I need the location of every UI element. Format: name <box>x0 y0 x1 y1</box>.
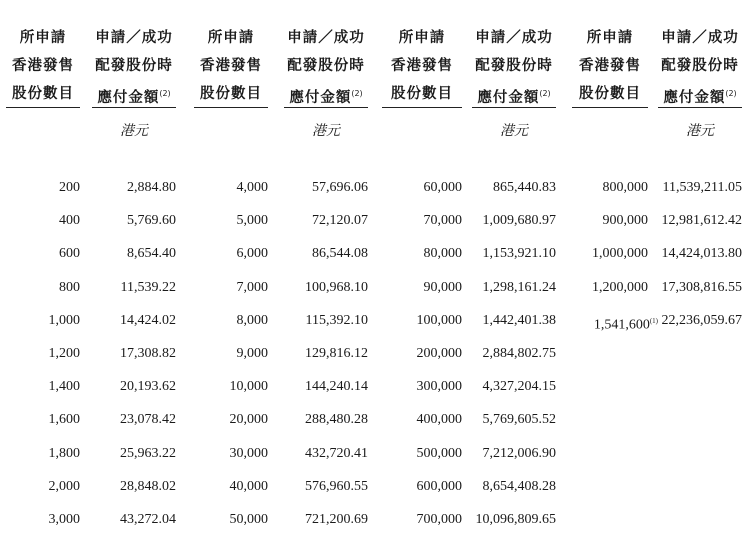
cell-value: 100,000 <box>416 312 462 328</box>
header-line: 股份數目 <box>12 86 74 102</box>
shares-cell <box>194 177 268 210</box>
cell-value: 30,000 <box>229 445 268 461</box>
cell-value: 7,000 <box>236 279 268 295</box>
cell-value: 576,960.55 <box>305 478 368 494</box>
cell-value: 9,000 <box>236 345 268 361</box>
footnote-marker: (2) <box>725 89 737 98</box>
amount-cell <box>472 243 556 276</box>
shares-cell <box>194 409 268 442</box>
header-line: 股份數目 <box>200 86 262 102</box>
shares-header <box>572 24 648 108</box>
cell-value: 14,424.02 <box>120 312 176 328</box>
amount-cell <box>92 476 176 509</box>
shares-cell <box>194 210 268 243</box>
shares-cell <box>6 310 80 343</box>
amount-cell <box>284 443 368 476</box>
shares-cell <box>6 343 80 376</box>
shares-column-2 <box>194 0 268 539</box>
cell-value: 100,968.10 <box>305 279 368 295</box>
cell-value: 115,392.10 <box>305 312 368 328</box>
cell-value: 400 <box>59 213 80 229</box>
header-rule <box>92 107 176 108</box>
cell-value: 1,200,000 <box>592 279 648 295</box>
amount-cell <box>284 509 368 542</box>
shares-cell <box>194 509 268 542</box>
cell-value: 1,000,000 <box>592 246 648 262</box>
cell-value: 2,000 <box>48 478 80 494</box>
header-line: 應付金額$^{(2)}$ <box>663 89 737 106</box>
shares-cell <box>572 243 648 276</box>
header-line: 應付金額$^{(2)}$ <box>97 89 171 106</box>
cell-value: 25,963.22 <box>120 445 176 461</box>
amount-values <box>658 177 742 343</box>
cell-value: 1,400 <box>48 379 80 395</box>
cell-value: 144,240.14 <box>305 379 368 395</box>
shares-cell <box>194 310 268 343</box>
cell-value: 1,800 <box>48 445 80 461</box>
cell-value: 2,884,802.75 <box>482 345 556 361</box>
cell-value: 800,000 <box>602 180 648 195</box>
amount-cell <box>284 409 368 442</box>
amount-cell <box>284 310 368 343</box>
shares-cell <box>382 443 462 476</box>
amount-values <box>472 177 556 542</box>
shares-values <box>572 177 658 343</box>
shares-cell <box>382 509 462 542</box>
cell-value: 57,696.06 <box>312 180 368 195</box>
header-line: 配發股份時 <box>475 58 553 74</box>
amount-column-1 <box>92 0 176 539</box>
amount-cell <box>472 476 556 509</box>
amount-values <box>284 177 368 542</box>
amount-cell <box>658 310 742 343</box>
shares-values <box>6 177 80 542</box>
shares-cell <box>382 310 462 343</box>
shares-cell <box>382 409 462 442</box>
shares-cell <box>194 443 268 476</box>
cell-value: 20,000 <box>229 412 268 428</box>
amount-header <box>472 24 556 112</box>
amount-cell <box>658 177 742 210</box>
cell-value: 5,769,605.52 <box>482 412 556 428</box>
header-line: 申請／成功 <box>475 30 553 46</box>
shares-column-4 <box>572 0 658 539</box>
cell-value: 43,272.04 <box>120 511 176 527</box>
header-line: 應付金額$^{(2)}$ <box>289 89 363 106</box>
currency-unit-label: 港元 <box>120 123 148 139</box>
currency-unit-label: 港元 <box>686 123 714 139</box>
shares-values <box>382 177 462 542</box>
cell-value: 1,442,401.38 <box>482 312 556 328</box>
shares-cell <box>194 277 268 310</box>
cell-value: 4,000 <box>236 180 268 195</box>
header-rule <box>382 107 462 108</box>
cell-value: 86,544.08 <box>312 246 368 262</box>
amount-cell <box>92 243 176 276</box>
shares-cell <box>572 177 648 210</box>
shares-cell <box>382 343 462 376</box>
cell-value: 28,848.02 <box>120 478 176 494</box>
cell-value: 800 <box>59 279 80 295</box>
shares-cell <box>194 343 268 376</box>
footnote-marker: (1) <box>649 316 658 325</box>
cell-value: 14,424,013.80 <box>661 246 742 262</box>
cell-value: 4,327,204.15 <box>482 379 556 395</box>
amount-cell <box>472 177 556 210</box>
footnote-marker: (2) <box>539 89 551 98</box>
amount-cell <box>658 210 742 243</box>
cell-value: 129,816.12 <box>305 345 368 361</box>
cell-value: 1,541,600 <box>593 317 650 333</box>
cell-value: 22,236,059.67 <box>661 312 742 328</box>
cell-value: 11,539,211.05 <box>662 180 742 195</box>
shares-cell <box>6 443 80 476</box>
cell-value: 2,884.80 <box>127 180 176 195</box>
amount-cell <box>472 409 556 442</box>
amount-column-3 <box>472 0 556 539</box>
cell-value: 90,000 <box>423 279 462 295</box>
amount-cell <box>284 210 368 243</box>
header-line: 股份數目 <box>391 86 453 102</box>
shares-cell <box>6 509 80 542</box>
header-line: 配發股份時 <box>287 58 365 74</box>
shares-cell <box>194 476 268 509</box>
cell-value: 1,200 <box>48 345 80 361</box>
cell-value: 900,000 <box>602 213 648 229</box>
cell-value: 1,009,680.97 <box>482 213 556 229</box>
cell-value: 10,000 <box>229 379 268 395</box>
header-line: 所申請 <box>398 30 446 46</box>
amount-cell <box>472 443 556 476</box>
cell-value: 12,981,612.42 <box>661 213 742 229</box>
cell-value: 17,308,816.55 <box>661 279 742 295</box>
amount-cell <box>284 376 368 409</box>
shares-cell <box>382 476 462 509</box>
amount-cell <box>92 376 176 409</box>
amount-cell <box>92 310 176 343</box>
shares-cell <box>382 376 462 409</box>
amount-cell <box>472 277 556 310</box>
currency-unit-label: 港元 <box>500 123 528 139</box>
shares-column-1 <box>6 0 80 539</box>
cell-value: 11,539.22 <box>120 279 176 295</box>
cell-value: 1,600 <box>48 412 80 428</box>
amount-cell <box>92 210 176 243</box>
shares-cell <box>382 177 462 210</box>
amount-cell <box>92 409 176 442</box>
cell-value: 5,000 <box>236 213 268 229</box>
cell-value: 50,000 <box>229 511 268 527</box>
cell-value: 60,000 <box>423 180 462 195</box>
shares-cell <box>6 476 80 509</box>
cell-value: 72,120.07 <box>312 213 368 229</box>
amount-cell <box>658 243 742 276</box>
cell-value: 70,000 <box>423 213 462 229</box>
footnote-marker: (2) <box>159 89 171 98</box>
header-line: 應付金額$^{(2)}$ <box>477 89 551 106</box>
shares-cell <box>572 210 648 243</box>
cell-value: 500,000 <box>416 445 462 461</box>
amount-cell <box>284 343 368 376</box>
header-line: 配發股份時 <box>661 58 739 74</box>
footnote-marker: (2) <box>351 89 363 98</box>
cell-value: 600 <box>59 246 80 262</box>
header-line: 申請／成功 <box>95 30 173 46</box>
cell-value: 7,212,006.90 <box>482 445 556 461</box>
header-line: 申請／成功 <box>287 30 365 46</box>
amount-cell <box>92 277 176 310</box>
amount-header <box>92 24 176 112</box>
header-line: 香港發售 <box>12 58 74 74</box>
cell-value: 1,153,921.10 <box>482 246 556 262</box>
cell-value: 865,440.83 <box>493 180 556 195</box>
cell-value: 6,000 <box>236 246 268 262</box>
shares-cell <box>382 210 462 243</box>
cell-value: 700,000 <box>416 511 462 527</box>
shares-header <box>382 24 462 108</box>
header-line: 香港發售 <box>391 58 453 74</box>
shares-cell <box>382 243 462 276</box>
amount-cell <box>472 210 556 243</box>
shares-cell <box>6 277 80 310</box>
cell-value: 5,769.60 <box>127 213 176 229</box>
amount-cell <box>472 509 556 542</box>
shares-cell <box>6 409 80 442</box>
currency-unit-label: 港元 <box>312 123 340 139</box>
cell-value: 400,000 <box>416 412 462 428</box>
cell-value: 432,720.41 <box>305 445 368 461</box>
amount-column-2 <box>284 0 368 539</box>
header-line: 股份數目 <box>579 86 641 102</box>
header-line: 所申請 <box>19 30 67 46</box>
shares-column-3 <box>382 0 462 539</box>
amount-cell <box>472 343 556 376</box>
amount-cell <box>92 343 176 376</box>
header-rule <box>658 107 742 108</box>
amount-cell <box>284 476 368 509</box>
amount-values <box>92 177 176 542</box>
amount-cell <box>92 443 176 476</box>
cell-value: 23,078.42 <box>120 412 176 428</box>
amount-cell <box>284 277 368 310</box>
amount-header <box>658 24 742 112</box>
cell-value: 300,000 <box>416 379 462 395</box>
amount-column-4 <box>658 0 742 539</box>
cell-value: 20,193.62 <box>120 379 176 395</box>
cell-value: 8,654,408.28 <box>482 478 556 494</box>
header-rule <box>6 107 80 108</box>
header-rule <box>194 107 268 108</box>
cell-value: 200 <box>59 180 80 195</box>
amount-cell <box>284 243 368 276</box>
header-rule <box>572 107 648 108</box>
header-line: 配發股份時 <box>95 58 173 74</box>
amount-cell <box>92 509 176 542</box>
header-line: 申請／成功 <box>661 30 739 46</box>
amount-cell <box>472 310 556 343</box>
shares-cell <box>6 177 80 210</box>
cell-value: 1,298,161.24 <box>482 279 556 295</box>
cell-value: 10,096,809.65 <box>475 511 556 527</box>
shares-header <box>6 24 80 108</box>
amount-header <box>284 24 368 112</box>
cell-value: 1,000 <box>48 312 80 328</box>
amount-cell <box>284 177 368 210</box>
cell-value: 288,480.28 <box>305 412 368 428</box>
shares-cell <box>6 376 80 409</box>
header-line: 香港發售 <box>200 58 262 74</box>
cell-value: 8,654.40 <box>127 246 176 262</box>
shares-cell <box>572 310 658 343</box>
cell-value: 40,000 <box>229 478 268 494</box>
amount-cell <box>658 277 742 310</box>
shares-cell <box>572 277 648 310</box>
shares-header <box>194 24 268 108</box>
cell-value: 8,000 <box>236 312 268 328</box>
shares-cell <box>6 210 80 243</box>
header-rule <box>284 107 368 108</box>
header-line: 所申請 <box>586 30 634 46</box>
header-line: 所申請 <box>207 30 255 46</box>
cell-value: 721,200.69 <box>305 511 368 527</box>
shares-cell <box>194 376 268 409</box>
cell-value: 600,000 <box>416 478 462 494</box>
header-line: 香港發售 <box>579 58 641 74</box>
cell-value: 3,000 <box>48 511 80 527</box>
shares-cell <box>194 243 268 276</box>
header-rule <box>472 107 556 108</box>
cell-value: 200,000 <box>416 345 462 361</box>
shares-cell <box>6 243 80 276</box>
amount-cell <box>472 376 556 409</box>
cell-value: 17,308.82 <box>120 345 176 361</box>
shares-cell <box>382 277 462 310</box>
cell-value: 80,000 <box>423 246 462 262</box>
shares-values <box>194 177 268 542</box>
amount-cell <box>92 177 176 210</box>
